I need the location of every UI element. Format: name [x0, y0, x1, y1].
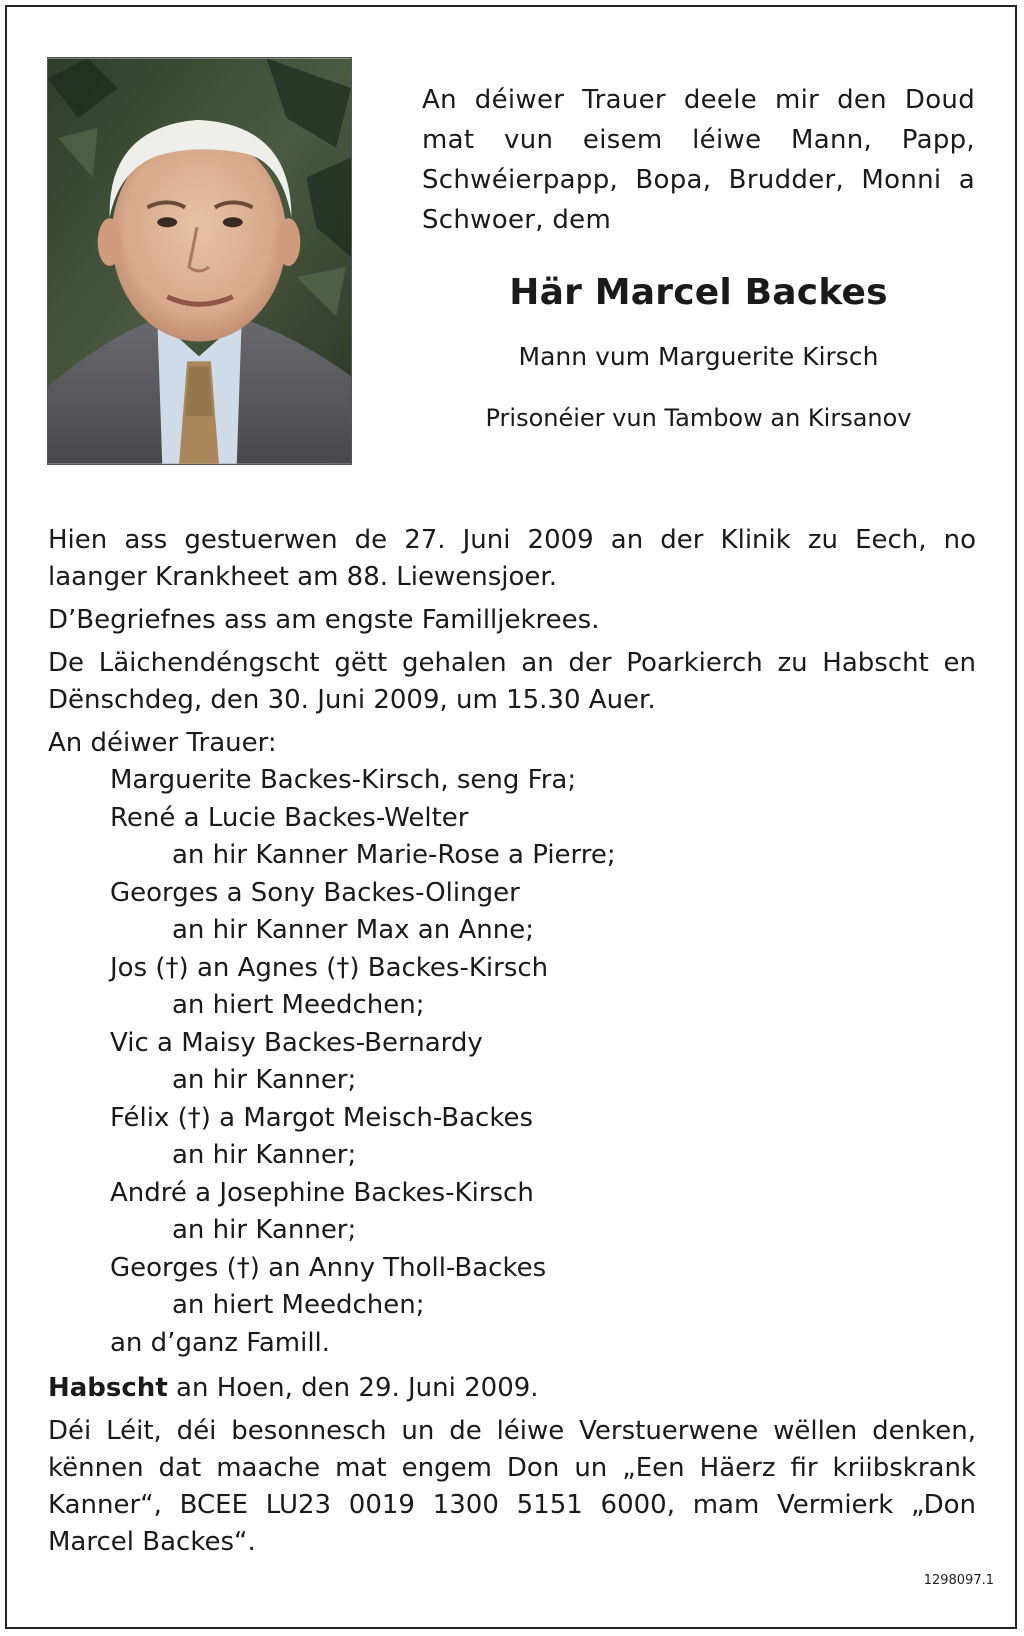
list-item: an hir Kanner; — [172, 1140, 357, 1170]
intro-text: An déiwer Trauer deele mir den Doud mat vun eisem léiwe Mann, Papp, Schwéierpapp, Bopa, Brudder, Monni a Schwoer, dem — [422, 85, 975, 235]
list-item: Marguerite Backes-Kirsch, seng Fra; — [110, 765, 577, 795]
list-item: Georges (†) an Anny Tholl-Backes — [110, 1252, 547, 1283]
list-item: an d’ganz Famill. — [110, 1327, 331, 1358]
mourners-list — [48, 762, 976, 1362]
list-item: Félix (†) a Margot Meisch-Backes — [110, 1102, 534, 1133]
spouse-line: Mann vum Marguerite Kirsch — [518, 342, 879, 371]
list-item: André a Josephine Backes-Kirsch — [110, 1177, 534, 1208]
place-name: Habscht — [48, 1373, 168, 1403]
list-item: Jos (†) an Agnes (†) Backes-Kirsch — [110, 952, 549, 983]
date-line: an Hoen, den 29. Juni 2009. — [176, 1373, 539, 1403]
list-item: an hiert Meedchen; — [172, 1290, 425, 1320]
donation-notice: Déi Léit, déi besonnesch un de léiwe Verstuerwene wëllen denken, kënnen dat maache mat engem Don un „Een Häerz fir kriibskrank Kanner“, BCEE LU23 0019 1300 5151 6000, mam Vermierk „Don Marcel Backes“. — [48, 1416, 976, 1557]
list-item: an hir Kanner Max an Anne; — [172, 915, 534, 945]
list-item: Vic a Maisy Backes-Bernardy — [110, 1027, 483, 1058]
list-item: an hir Kanner Marie-Rose a Pierre; — [172, 840, 616, 870]
deceased-name: Här Marcel Backes — [509, 272, 888, 313]
mourners-title: An déiwer Trauer: — [48, 728, 277, 758]
portrait-photo — [47, 57, 352, 465]
mass-notice: De Läichendéngscht gëtt gehalen an der Poarkierch zu Habscht en Dënschdeg, den 30. Juni 2009, um 15.30 Auer. — [48, 648, 976, 715]
burial-notice: D’Begriefnes ass am engste Familljekrees. — [48, 605, 600, 635]
obituary-body — [48, 522, 976, 1567]
portrait-image — [48, 58, 351, 464]
list-item: an hir Kanner; — [172, 1215, 357, 1245]
place-date — [48, 1370, 976, 1407]
death-notice: Hien ass gestuerwen de 27. Juni 2009 an der Klinik zu Eech, no laanger Krankheet am 88. Liewensjoer. — [48, 525, 976, 592]
list-item: Georges a Sony Backes-Olinger — [110, 877, 520, 908]
reference-number: 1298097.1 — [923, 1573, 994, 1588]
list-item: an hiert Meedchen; — [172, 990, 425, 1020]
prisoner-line: Prisonéier vun Tambow an Kirsanov — [485, 404, 912, 432]
list-item: René a Lucie Backes-Welter — [110, 802, 469, 833]
list-item: an hir Kanner; — [172, 1065, 357, 1095]
